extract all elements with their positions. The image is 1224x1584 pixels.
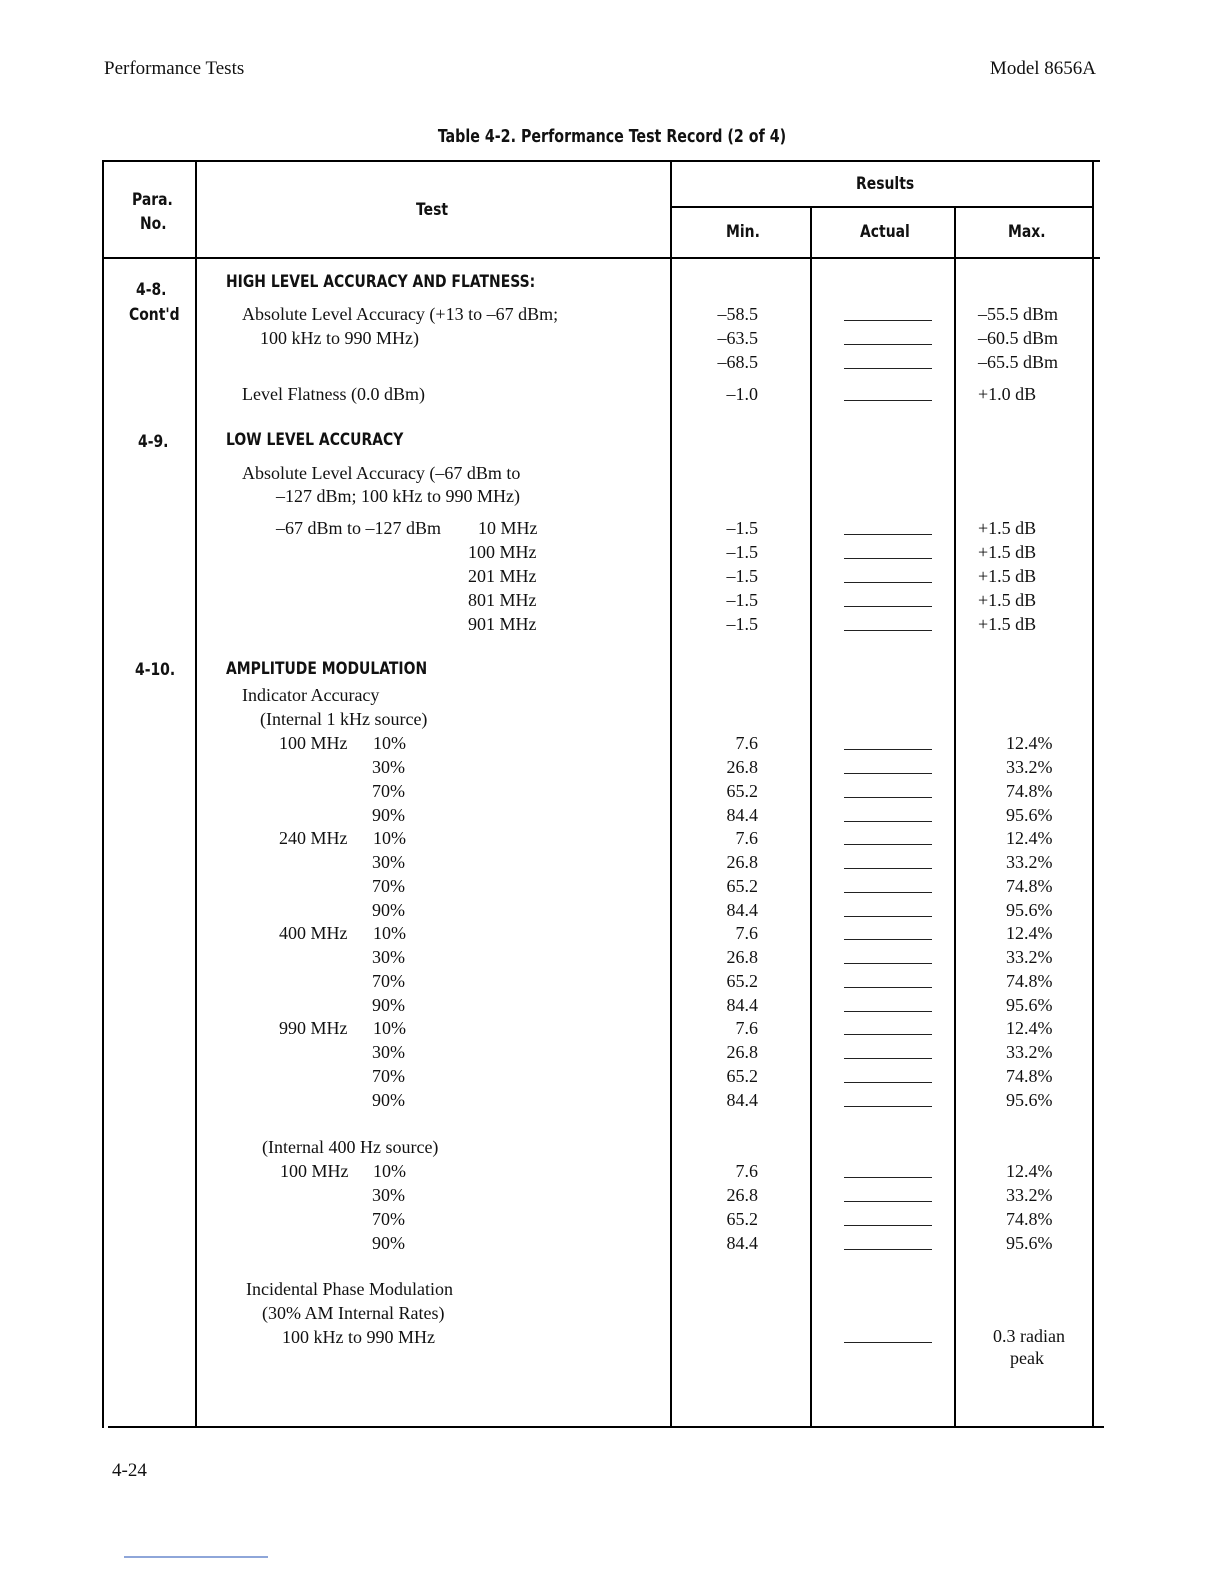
test-frequency: 901 MHz — [468, 614, 537, 634]
min-value: 65.2 — [726, 971, 758, 991]
actual-entry-blank[interactable] — [844, 1058, 932, 1059]
actual-entry-blank[interactable] — [844, 630, 932, 631]
actual-entry-blank[interactable] — [844, 1249, 932, 1250]
am-depth: 10% — [373, 733, 406, 753]
min-value: 7.6 — [735, 828, 758, 848]
section-heading: LOW LEVEL ACCURACY — [226, 430, 404, 450]
actual-entry-blank[interactable] — [844, 1201, 932, 1202]
min-value: 65.2 — [726, 781, 758, 801]
para-number: 4-10. — [135, 660, 176, 680]
max-value: 12.4% — [1006, 1161, 1053, 1181]
am-depth: 10% — [373, 1161, 406, 1181]
actual-entry-blank[interactable] — [844, 1106, 932, 1107]
max-value: 33.2% — [1006, 1042, 1053, 1062]
actual-entry-blank[interactable] — [844, 868, 932, 869]
table-caption: Table 4-2. Performance Test Record (2 of 4) — [437, 126, 787, 147]
test-description: Indicator Accuracy — [242, 685, 380, 705]
actual-entry-blank[interactable] — [844, 582, 932, 583]
test-description: (Internal 1 kHz source) — [260, 709, 428, 729]
actual-entry-blank[interactable] — [844, 987, 932, 988]
test-description: –127 dBm; 100 kHz to 990 MHz) — [276, 486, 520, 506]
min-value: 65.2 — [726, 1209, 758, 1229]
min-value: –68.5 — [717, 352, 758, 372]
actual-entry-blank[interactable] — [844, 749, 932, 750]
actual-entry-blank[interactable] — [844, 368, 932, 369]
am-depth: 90% — [372, 1233, 405, 1253]
col-header-no: No. — [140, 214, 167, 234]
max-value: 95.6% — [1006, 995, 1053, 1015]
am-depth: 30% — [372, 1042, 405, 1062]
min-value: 84.4 — [726, 805, 758, 825]
max-value: 74.8% — [1006, 971, 1053, 991]
test-frequency: 801 MHz — [468, 590, 537, 610]
min-value: 7.6 — [735, 1161, 758, 1181]
actual-entry-blank[interactable] — [844, 1034, 932, 1035]
actual-entry-blank[interactable] — [844, 844, 932, 845]
test-frequency: 240 MHz — [279, 828, 348, 848]
test-description: Absolute Level Accuracy (–67 dBm to — [242, 463, 521, 483]
test-description: Level Flatness (0.0 dBm) — [242, 384, 425, 404]
am-depth: 10% — [373, 1018, 406, 1038]
section-heading: AMPLITUDE MODULATION — [226, 659, 428, 679]
max-value: 95.6% — [1006, 900, 1053, 920]
min-value: 84.4 — [726, 1090, 758, 1110]
am-depth: 70% — [372, 1209, 405, 1229]
min-value: 7.6 — [735, 1018, 758, 1038]
para-number: 4-8. — [136, 280, 167, 300]
min-value: 26.8 — [726, 1042, 758, 1062]
max-value: 12.4% — [1006, 1018, 1053, 1038]
max-value: 12.4% — [1006, 733, 1053, 753]
am-depth: 70% — [372, 781, 405, 801]
max-value: +1.5 dB — [978, 614, 1037, 634]
max-value: 33.2% — [1006, 852, 1053, 872]
actual-entry-blank[interactable] — [844, 320, 932, 321]
test-description: Incidental Phase Modulation — [246, 1279, 453, 1299]
min-value: 26.8 — [726, 852, 758, 872]
actual-entry-blank[interactable] — [844, 606, 932, 607]
min-value: 84.4 — [726, 900, 758, 920]
col-header-results: Results — [856, 174, 915, 194]
min-value: 84.4 — [726, 1233, 758, 1253]
am-depth: 70% — [372, 1066, 405, 1086]
test-frequency: 990 MHz — [279, 1018, 348, 1038]
actual-entry-blank[interactable] — [844, 963, 932, 964]
max-value: +1.5 dB — [978, 590, 1037, 610]
actual-entry-blank[interactable] — [844, 400, 932, 401]
max-value: 95.6% — [1006, 1233, 1053, 1253]
actual-entry-blank[interactable] — [844, 344, 932, 345]
test-description: (30% AM Internal Rates) — [262, 1303, 445, 1323]
test-frequency: 100 MHz — [280, 1161, 349, 1181]
am-depth: 30% — [372, 757, 405, 777]
col-header-actual: Actual — [860, 222, 910, 242]
max-value: –60.5 dBm — [978, 328, 1059, 348]
min-value: 26.8 — [726, 757, 758, 777]
am-depth: 90% — [372, 995, 405, 1015]
col-header-min: Min. — [726, 222, 760, 242]
test-frequency: 100 MHz — [468, 542, 537, 562]
max-value: 12.4% — [1006, 828, 1053, 848]
max-value: 33.2% — [1006, 947, 1053, 967]
para-number-cont: Cont'd — [129, 305, 180, 325]
col-header-max: Max. — [1008, 222, 1046, 242]
max-value: 74.8% — [1006, 876, 1053, 896]
actual-entry-blank[interactable] — [844, 1082, 932, 1083]
actual-entry-blank[interactable] — [844, 1225, 932, 1226]
max-value: –65.5 dBm — [978, 352, 1059, 372]
am-depth: 30% — [372, 852, 405, 872]
max-value: 74.8% — [1006, 1066, 1053, 1086]
test-frequency: 400 MHz — [279, 923, 348, 943]
min-value: 7.6 — [735, 923, 758, 943]
test-description: Absolute Level Accuracy (+13 to –67 dBm; — [242, 304, 559, 324]
am-depth: 90% — [372, 805, 405, 825]
min-value: –1.5 — [726, 614, 758, 634]
max-value: –55.5 dBm — [978, 304, 1059, 324]
actual-entry-blank[interactable] — [844, 1177, 932, 1178]
col-header-test: Test — [416, 200, 449, 220]
test-frequency: 100 MHz — [279, 733, 348, 753]
min-value: 26.8 — [726, 1185, 758, 1205]
max-value: 12.4% — [1006, 923, 1053, 943]
max-value: +1.5 dB — [978, 542, 1037, 562]
min-value: –1.5 — [726, 542, 758, 562]
actual-entry-blank[interactable] — [844, 916, 932, 917]
am-depth: 10% — [373, 923, 406, 943]
col-header-para: Para. — [132, 190, 173, 210]
min-value: –63.5 — [717, 328, 758, 348]
para-number: 4-9. — [138, 432, 169, 452]
max-value: +1.5 dB — [978, 566, 1037, 586]
max-value: 33.2% — [1006, 1185, 1053, 1205]
scan-artifact-line — [124, 1556, 268, 1558]
min-value: –58.5 — [717, 304, 758, 324]
max-value: 95.6% — [1006, 805, 1053, 825]
min-value: –1.5 — [726, 590, 758, 610]
actual-entry-blank[interactable] — [844, 773, 932, 774]
min-value: 65.2 — [726, 876, 758, 896]
actual-entry-blank[interactable] — [844, 1011, 932, 1012]
max-value: 95.6% — [1006, 1090, 1053, 1110]
max-value: +1.5 dB — [978, 518, 1037, 538]
max-value: 74.8% — [1006, 781, 1053, 801]
actual-entry-blank[interactable] — [844, 939, 932, 940]
test-frequency: 201 MHz — [468, 566, 537, 586]
min-value: 7.6 — [735, 733, 758, 753]
min-value: 65.2 — [726, 1066, 758, 1086]
running-header-right: Model 8656A — [989, 58, 1096, 79]
am-depth: 30% — [372, 1185, 405, 1205]
test-description: 100 kHz to 990 MHz — [282, 1327, 435, 1347]
actual-entry-blank[interactable] — [844, 1342, 932, 1343]
am-depth: 10% — [373, 828, 406, 848]
min-value: –1.5 — [726, 518, 758, 538]
am-depth: 70% — [372, 876, 405, 896]
test-range: –67 dBm to –127 dBm — [276, 518, 442, 538]
test-frequency: 10 MHz — [478, 518, 538, 538]
actual-entry-blank[interactable] — [844, 892, 932, 893]
min-value: 84.4 — [726, 995, 758, 1015]
actual-entry-blank[interactable] — [844, 797, 932, 798]
page-number: 4-24 — [112, 1460, 147, 1481]
max-value-unit: peak — [1010, 1348, 1044, 1368]
am-depth: 70% — [372, 971, 405, 991]
min-value: 26.8 — [726, 947, 758, 967]
test-description: 100 kHz to 990 MHz) — [260, 328, 419, 348]
actual-entry-blank[interactable] — [844, 534, 932, 535]
max-value: 33.2% — [1006, 757, 1053, 777]
max-value: 74.8% — [1006, 1209, 1053, 1229]
min-value: –1.0 — [726, 384, 758, 404]
section-heading: HIGH LEVEL ACCURACY AND FLATNESS: — [226, 272, 536, 292]
max-value: +1.0 dB — [978, 384, 1037, 404]
am-depth: 30% — [372, 947, 405, 967]
running-header-left: Performance Tests — [104, 58, 245, 79]
actual-entry-blank[interactable] — [844, 558, 932, 559]
max-value: 0.3 radian — [993, 1326, 1065, 1346]
actual-entry-blank[interactable] — [844, 821, 932, 822]
am-depth: 90% — [372, 1090, 405, 1110]
am-depth: 90% — [372, 900, 405, 920]
test-description: (Internal 400 Hz source) — [262, 1137, 439, 1157]
min-value: –1.5 — [726, 566, 758, 586]
